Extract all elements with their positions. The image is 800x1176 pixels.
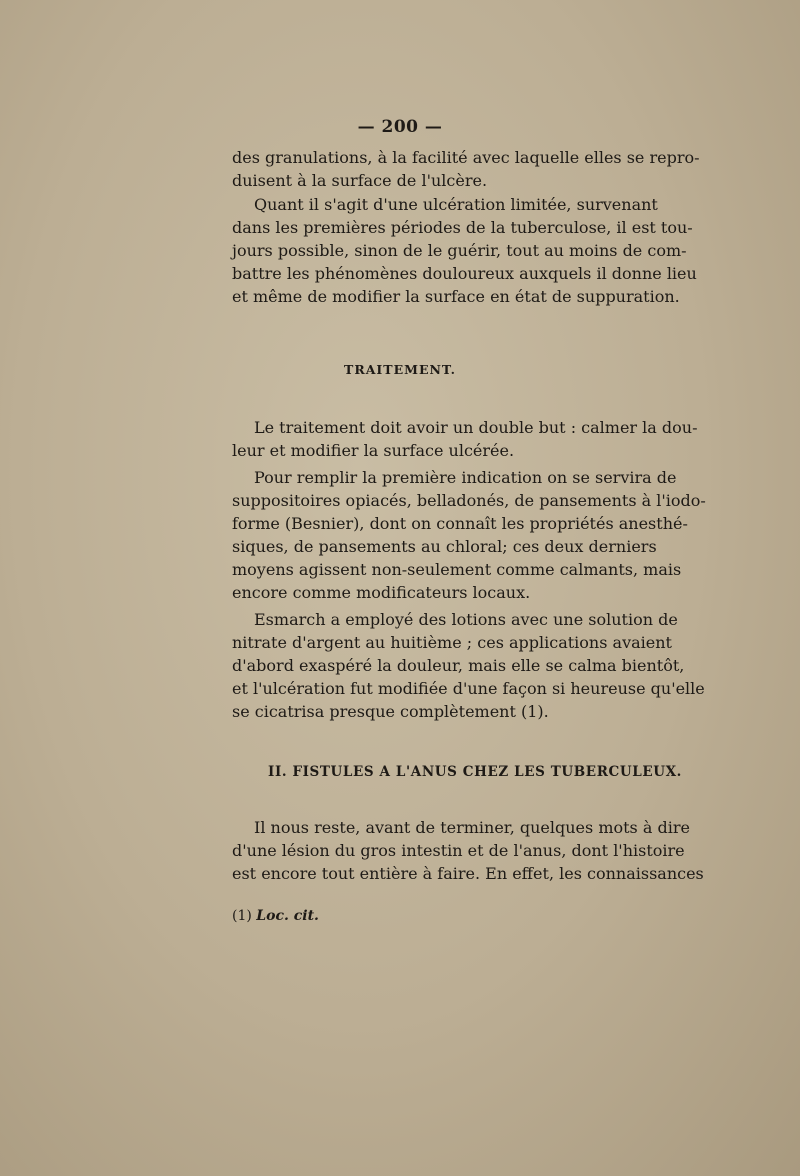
footnote-text: Loc. cit.: [256, 908, 319, 924]
text-line: forme (Besnier), dont on connaît les propriétés anesthé-: [232, 514, 688, 533]
text-line: nitrate d'argent au huitième ; ces applications avaient: [232, 633, 672, 652]
text-line: dans les premières périodes de la tuberculose, il est tou-: [232, 218, 693, 237]
opening-text: [232, 146, 718, 308]
text-line: jours possible, sinon de le guérir, tout au moins de com-: [232, 241, 687, 260]
text-line: et même de modifier la surface en état de suppuration.: [232, 287, 680, 306]
text-line: leur et modifier la surface ulcérée.: [232, 441, 515, 460]
text-line: suppositoires opiacés, belladonés, de pansements à l'iodo-: [232, 491, 706, 510]
text-line: Pour remplir la première indication on se servira de: [254, 468, 677, 487]
text-line: des granulations, à la facilité avec laquelle elles se repro-: [232, 148, 700, 167]
text-line: Quant il s'agit d'une ulcération limitée, survenant: [254, 195, 658, 214]
text-line: d'abord exaspéré la douleur, mais elle se calma bientôt,: [232, 656, 685, 675]
text-line: d'une lésion du gros intestin et de l'anus, dont l'histoire: [232, 841, 685, 860]
footnote: [232, 908, 319, 924]
text-line: moyens agissent non-seulement comme calmants, mais: [232, 560, 682, 579]
footnote-number: (1): [232, 908, 252, 924]
text-line: battre les phénomènes douloureux auxquels il donne lieu: [232, 264, 697, 283]
text-line: duisent à la surface de l'ulcère.: [232, 171, 488, 190]
text-line: encore comme modificateurs locaux.: [232, 583, 531, 602]
heading-traitement: TRAITEMENT.: [344, 362, 456, 377]
text-line: se cicatrisa presque complètement (1).: [232, 702, 549, 721]
heading-fistules: II. FISTULES A L'ANUS CHEZ LES TUBERCULEUX.: [268, 764, 682, 780]
text-line: Esmarch a employé des lotions avec une solution de: [254, 610, 678, 629]
text-line: Le traitement doit avoir un double but : calmer la dou-: [254, 418, 698, 437]
text-line: Il nous reste, avant de terminer, quelques mots à dire: [254, 818, 690, 837]
page-number: — 200 —: [357, 117, 443, 137]
text-line: est encore tout entière à faire. En effet, les connaissances: [232, 864, 704, 883]
fistules-text: [232, 816, 718, 885]
text-line: et l'ulcération fut modifiée d'une façon si heureuse qu'elle: [232, 679, 705, 698]
text-line: siques, de pansements au chloral; ces deux derniers: [232, 537, 657, 556]
traitement-text: [232, 416, 718, 723]
